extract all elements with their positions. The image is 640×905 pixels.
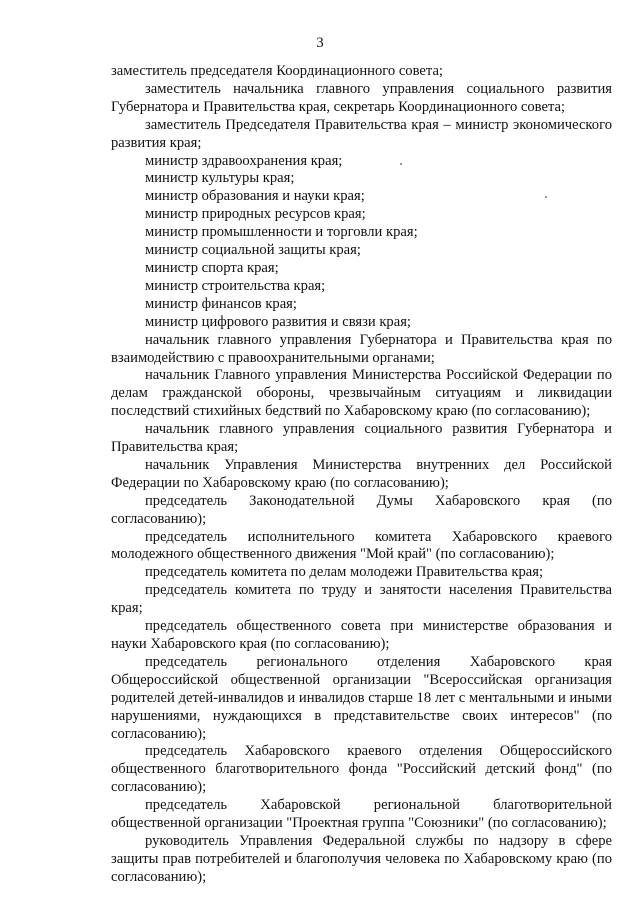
member-item: министр культуры края;: [145, 170, 295, 187]
scan-speck: [400, 163, 402, 165]
scan-speck: [545, 196, 547, 198]
member-item: председатель общественного совета при министерстве образования и науки Хабаровского края (по согласованию);: [111, 618, 612, 652]
member-item: руководитель Управления Федеральной службы по надзору в сфере защиты прав потребителей и благополучия человека по Хабаровскому краю (по согласованию);: [111, 832, 612, 885]
member-item: министр социальной защиты края;: [145, 242, 361, 259]
member-item: заместитель председателя Координационного совета;: [111, 63, 443, 79]
member-item: заместитель Председателя Правительства края – министр экономического развития края;: [111, 116, 612, 151]
member-item: начальник Управления Министерства внутренних дел Российской Федерации по Хабаровскому краю (по согласованию);: [111, 456, 612, 491]
member-item: председатель Законодательной Думы Хабаровского края (по согласованию);: [111, 492, 612, 527]
member-item: председатель комитета по труду и занятости населения Правительства края;: [111, 582, 612, 617]
document-body: [111, 63, 612, 887]
member-item: начальник Главного управления Министерства Российской Федерации по делам гражданской обороны, чрезвычайным ситуациям и ликвидации последствий стихийных бедствий по Хабаровскому краю (по согласованию);: [111, 367, 612, 420]
member-item: министр образования и науки края;: [145, 188, 365, 205]
member-item: министр строительства края;: [145, 277, 326, 294]
member-item: министр природных ресурсов края;: [145, 206, 366, 223]
member-item: председатель исполнительного комитета Хабаровского краевого молодежного общественного движения "Мой край" (по согласованию);: [111, 528, 612, 563]
member-item: начальник главного управления социального развития Губернатора и Правительства края;: [111, 421, 612, 456]
member-item: заместитель начальника главного управления социального развития Губернатора и Правительства края, секретарь Координационного совета;: [111, 80, 612, 115]
member-item: председатель Хабаровского краевого отделения Общероссийского общественного благотворительного фонда "Российский детский фонд" (по согласованию);: [111, 743, 612, 796]
member-item: министр спорта края;: [145, 259, 279, 276]
member-item: министр промышленности и торговли края;: [145, 224, 418, 241]
member-item: председатель Хабаровской региональной благотворительной общественной организации "Проектная группа "Союзники" (по согласованию);: [111, 797, 612, 832]
member-item: министр цифрового развития и связи края;: [145, 313, 411, 330]
page-number: 3: [316, 35, 324, 51]
member-item: министр финансов края;: [145, 295, 297, 312]
member-item: министр здравоохранения края;: [145, 152, 343, 169]
member-item: председатель регионального отделения Хабаровского края Общероссийской общественной организации "Всероссийская организация родителей детей-инвалидов и инвалидов старше 18 лет с ментальными и иными нарушениями, нуждающихся в представительстве своих интересов" (по согласованию);: [111, 653, 612, 742]
member-item: председатель комитета по делам молодежи Правительства края;: [145, 564, 544, 581]
member-item: начальник главного управления Губернатора и Правительства края по взаимодействию с правоохранительными органами;: [111, 331, 612, 366]
